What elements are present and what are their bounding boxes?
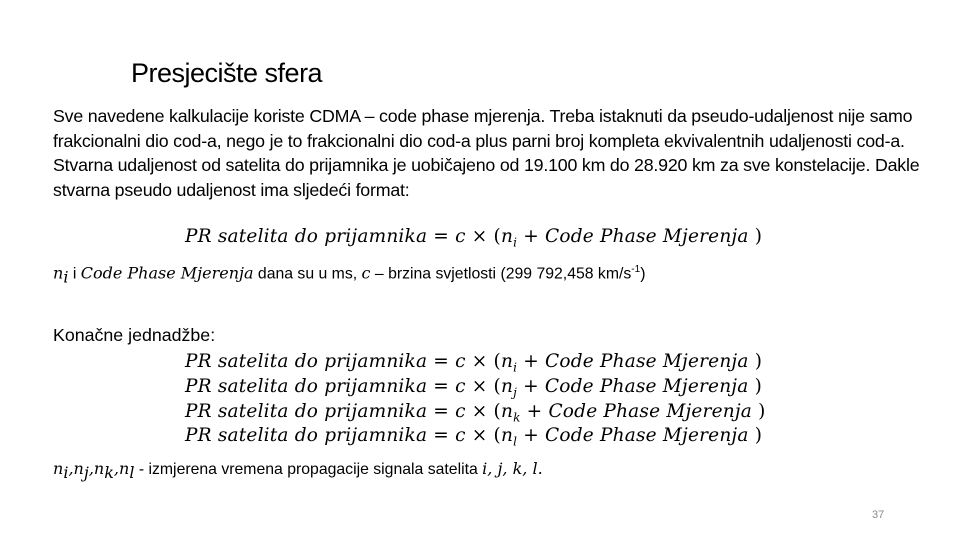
eq2-lhs: PR satelita do prijamnika — [185, 376, 428, 397]
eq2-equals: = — [433, 376, 449, 397]
slide-number: 37 — [872, 509, 885, 521]
eq3-rhs: Code Phase Mjerenja — [548, 401, 753, 422]
n2-sats: i, j, k, l. — [482, 459, 543, 478]
eq4-lhs: PR satelita do prijamnika — [185, 425, 428, 446]
eq2-c: c — [455, 376, 466, 397]
eq3-open: ( — [493, 401, 501, 422]
note-units — [53, 259, 645, 288]
n2-n1: n — [53, 459, 64, 478]
intro-text: Sve navedene kalkulacije koriste CDMA – code phase mjerenja. Treba istaknuti da pseudo-udaljenost nije samo frakcionalni dio cod-a, nego je to frakcionalni dio cod-a plus parni broj kompleta ekvivalentnih udaljenosti cod-a. Stvarna udaljenost od satelita do prijamnika je uobičajeno od 19.100 km do 28.920 km za sve konstelacije. Dakle stvarna pseudo udaljenost ima sljedeći format: — [53, 106, 920, 200]
note-propagation — [53, 458, 543, 484]
eq1-times: × — [471, 351, 488, 372]
eq2-plus: + — [523, 376, 539, 397]
eq4-rhs: Code Phase Mjerenja — [545, 425, 749, 446]
eq4-equals: = — [433, 425, 449, 446]
eq2-rhs: Code Phase Mjerenja — [544, 376, 749, 397]
eq3-plus: + — [526, 401, 543, 422]
n2-sub4: l — [129, 463, 135, 483]
formula-plus: + — [523, 226, 539, 247]
slide-title: Presjecište sfera — [131, 58, 323, 88]
intro-paragraph — [53, 104, 923, 202]
note1-term: Code Phase Mjerenja — [80, 263, 254, 283]
note1-and: i — [72, 265, 77, 283]
eq1-rhs: Code Phase Mjerenja — [545, 351, 749, 372]
note1-n: n — [53, 263, 64, 283]
formula-close: ) — [754, 226, 763, 247]
formula-n: n — [500, 226, 514, 247]
eq3-lhs: PR satelita do prijamnika — [185, 401, 428, 422]
eq1-plus: + — [523, 351, 539, 372]
eq1-lhs: PR satelita do prijamnika — [185, 351, 428, 372]
formula-open: ( — [493, 226, 501, 247]
eq1-close: ) — [754, 351, 763, 372]
n2-text: - izmjerena vremena propagacije signala satelita — [138, 461, 478, 478]
n2-n4: n — [119, 459, 130, 478]
eq4-c: c — [455, 425, 466, 446]
formula-sub: i — [513, 235, 518, 250]
eq2-open: ( — [493, 376, 501, 397]
formula-equals: = — [433, 226, 449, 247]
n2-n3: n — [93, 459, 105, 478]
eq2-sub: j — [513, 385, 517, 400]
note1-text-b: – brzina svjetlosti (299 792,458 km/s — [374, 265, 632, 283]
n2-c2: , — [88, 459, 94, 478]
n2-c3: , — [113, 459, 120, 478]
n2-sub3: k — [104, 463, 114, 483]
note1-text-a: dana su u ms, — [257, 265, 358, 283]
eq4-sub: l — [513, 434, 518, 449]
eq4-plus: + — [523, 425, 539, 446]
eq1-open: ( — [493, 351, 501, 372]
eq3-n: n — [500, 401, 514, 422]
eq4-n: n — [500, 425, 514, 446]
eq2-times: × — [471, 376, 488, 397]
n2-c1: , — [68, 459, 74, 478]
formula-c: c — [455, 226, 466, 247]
n2-sub2: j — [83, 463, 89, 483]
eq3-c: c — [455, 401, 466, 422]
eq1-equals: = — [433, 351, 449, 372]
eq4-open: ( — [493, 425, 501, 446]
eq1-c: c — [455, 351, 466, 372]
formula-lhs: PR satelita do prijamnika — [185, 226, 428, 247]
note1-c: c — [361, 263, 371, 283]
final-heading: Konačne jednadžbe: — [53, 325, 216, 345]
n2-n2: n — [73, 459, 84, 478]
eq1-sub: i — [513, 360, 518, 375]
n2-sub1: i — [63, 463, 69, 483]
note1-text-c: ) — [640, 265, 646, 283]
note1-sub: i — [63, 267, 69, 287]
eq4-times: × — [471, 425, 488, 446]
eq2-n: n — [500, 376, 514, 397]
formula-rhs: Code Phase Mjerenja — [545, 226, 749, 247]
eq3-equals: = — [433, 401, 449, 422]
eq3-close: ) — [758, 401, 766, 422]
final-equation-4 — [185, 424, 762, 454]
eq1-n: n — [500, 351, 514, 372]
eq3-times: × — [471, 401, 488, 422]
eq2-close: ) — [754, 376, 762, 397]
eq3-sub: k — [513, 410, 521, 425]
formula-times: × — [471, 226, 488, 247]
note1-sup: -1 — [631, 264, 641, 275]
eq4-close: ) — [754, 425, 763, 446]
formula-main — [185, 225, 762, 255]
